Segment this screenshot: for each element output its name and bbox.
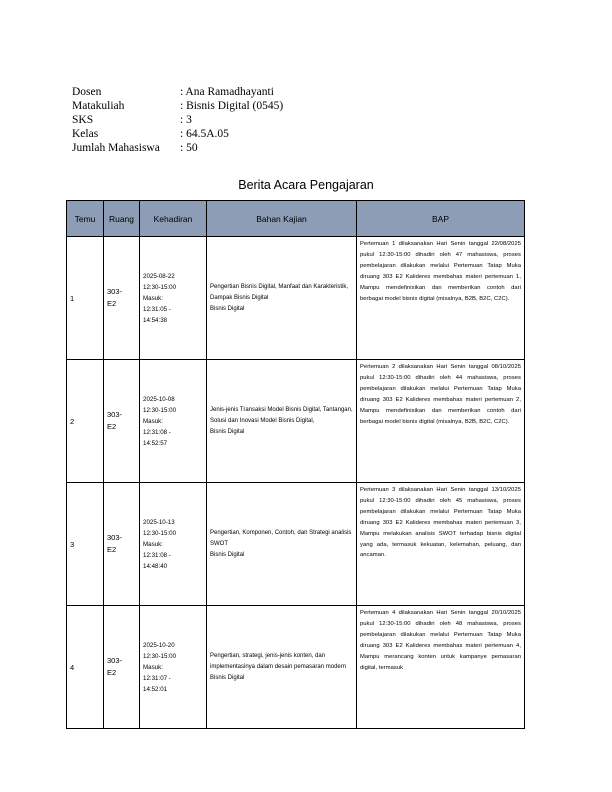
cell-bahan-kajian: Jenis-jenis Transaksi Model Bisnis Digital, Tantangan, Solusi dan Inovasi Model Bisnis Digital, Bisnis Digital [207,360,357,483]
table-row [67,360,525,483]
cell-temu: 2 [67,360,104,483]
header-ruang: Ruang [104,201,140,237]
table-row [67,483,525,606]
course-info [72,85,283,155]
info-label: Kelas [72,128,99,140]
cell-ruang: 303- E2 [104,237,140,360]
info-value: : Ana Ramadhayanti [180,86,274,98]
cell-bahan-kajian: Pengertian, Komponen, Contoh, dan Strategi analisis SWOT Bisnis Digital [207,483,357,606]
info-label: SKS [72,114,94,126]
info-row-matakuliah [72,99,283,113]
cell-kehadiran: 2025-10-13 12:30-15:00 Masuk: 12:31:08 - 14:48:40 [140,483,207,606]
bap-table [66,200,525,729]
table-row [67,237,525,360]
cell-bahan-kajian: Pengertian, strategi, jenis-jenis konten, dan implementasinya dalam desain pemasaran modern Bisnis Digital [207,606,357,729]
info-label: Matakuliah [72,100,125,112]
info-value: : Bisnis Digital (0545) [180,100,284,112]
header-bap: BAP [357,201,525,237]
header-kehadiran: Kehadiran [140,201,207,237]
cell-bap: Pertemuan 3 dilaksanakan Hari Senin tanggal 13/10/2025 pukul 12:30-15:00 dihadiri oleh 45 mahasiswa, proses pembelajaran dilakukan melalui Pertemuan Tatap Muka diruang 303 E2 Kalideres membahas materi pertemuan 3, Mampu melakukan analisis SWOT terhadap bisnis digital yang ada, termasuk kekuatan, kelemahan, peluang, dan ancaman. [357,483,525,606]
cell-temu: 4 [67,606,104,729]
info-value: : 3 [180,114,192,126]
header-bahan-kajian: Bahan Kajian [207,201,357,237]
cell-bahan-kajian: Pengertian Bisnis Digital, Manfaat dan Karakteristik, Dampak Bisnis Digital Bisnis Digital [207,237,357,360]
cell-bap: Pertemuan 4 dilaksanakan Hari Senin tanggal 20/10/2025 pukul 12:30-15:00 dihadiri oleh 48 mahasiswa, proses pembelajaran dilakukan melalui Pertemuan Tatap Muka diruang 303 E2 Kalideres membahas materi pertemuan 4, Mampu merancang konten untuk kampanye pemasaran digital, termasuk [357,606,525,729]
header-temu: Temu [67,201,104,237]
cell-temu: 1 [67,237,104,360]
info-row-dosen [72,85,283,99]
info-row-kelas [72,127,283,141]
table-row [67,606,525,729]
cell-ruang: 303- E2 [104,483,140,606]
cell-temu: 3 [67,483,104,606]
info-value: : 50 [180,142,198,154]
info-label: Dosen [72,86,102,98]
cell-ruang: 303- E2 [104,360,140,483]
table-header-row [67,201,525,237]
info-row-sks [72,113,283,127]
info-label: Jumlah Mahasiswa [72,142,160,154]
cell-kehadiran: 2025-10-08 12:30-15:00 Masuk: 12:31:08 - 14:52:57 [140,360,207,483]
document-title: Berita Acara Pengajaran [238,178,374,192]
cell-kehadiran: 2025-08-22 12:30-15:00 Masuk: 12:31:05 - 14:54:38 [140,237,207,360]
info-value: : 64.5A.05 [180,128,229,140]
cell-kehadiran: 2025-10-20 12:30-15:00 Masuk: 12:31:07 - 14:52:01 [140,606,207,729]
info-row-jumlah-mahasiswa [72,141,283,155]
cell-ruang: 303- E2 [104,606,140,729]
cell-bap: Pertemuan 2 dilaksanakan Hari Senin tanggal 08/10/2025 pukul 12:30-15:00 dihadiri oleh 44 mahasiswa, proses pembelajaran dilakukan melalui Pertemuan Tatap Muka diruang 303 E2 Kalideres membahas materi pertemuan 2, Mampu mendefinisikan dan memberikan contoh dari berbagai model bisnis digital (misalnya, B2B, B2C, C2C). [357,360,525,483]
cell-bap: Pertemuan 1 dilaksanakan Hari Senin tanggal 22/08/2025 pukul 12:30-15:00 dihadiri oleh 47 mahasiswa, proses pembelajaran dilakukan melalui Pertemuan Tatap Muka diruang 303 E2 Kalideres membahas materi pertemuan 1, Mampu mendefinisikan dan memberikan contoh dari berbagai model bisnis digital (misalnya, B2B, B2C, C2C). [357,237,525,360]
